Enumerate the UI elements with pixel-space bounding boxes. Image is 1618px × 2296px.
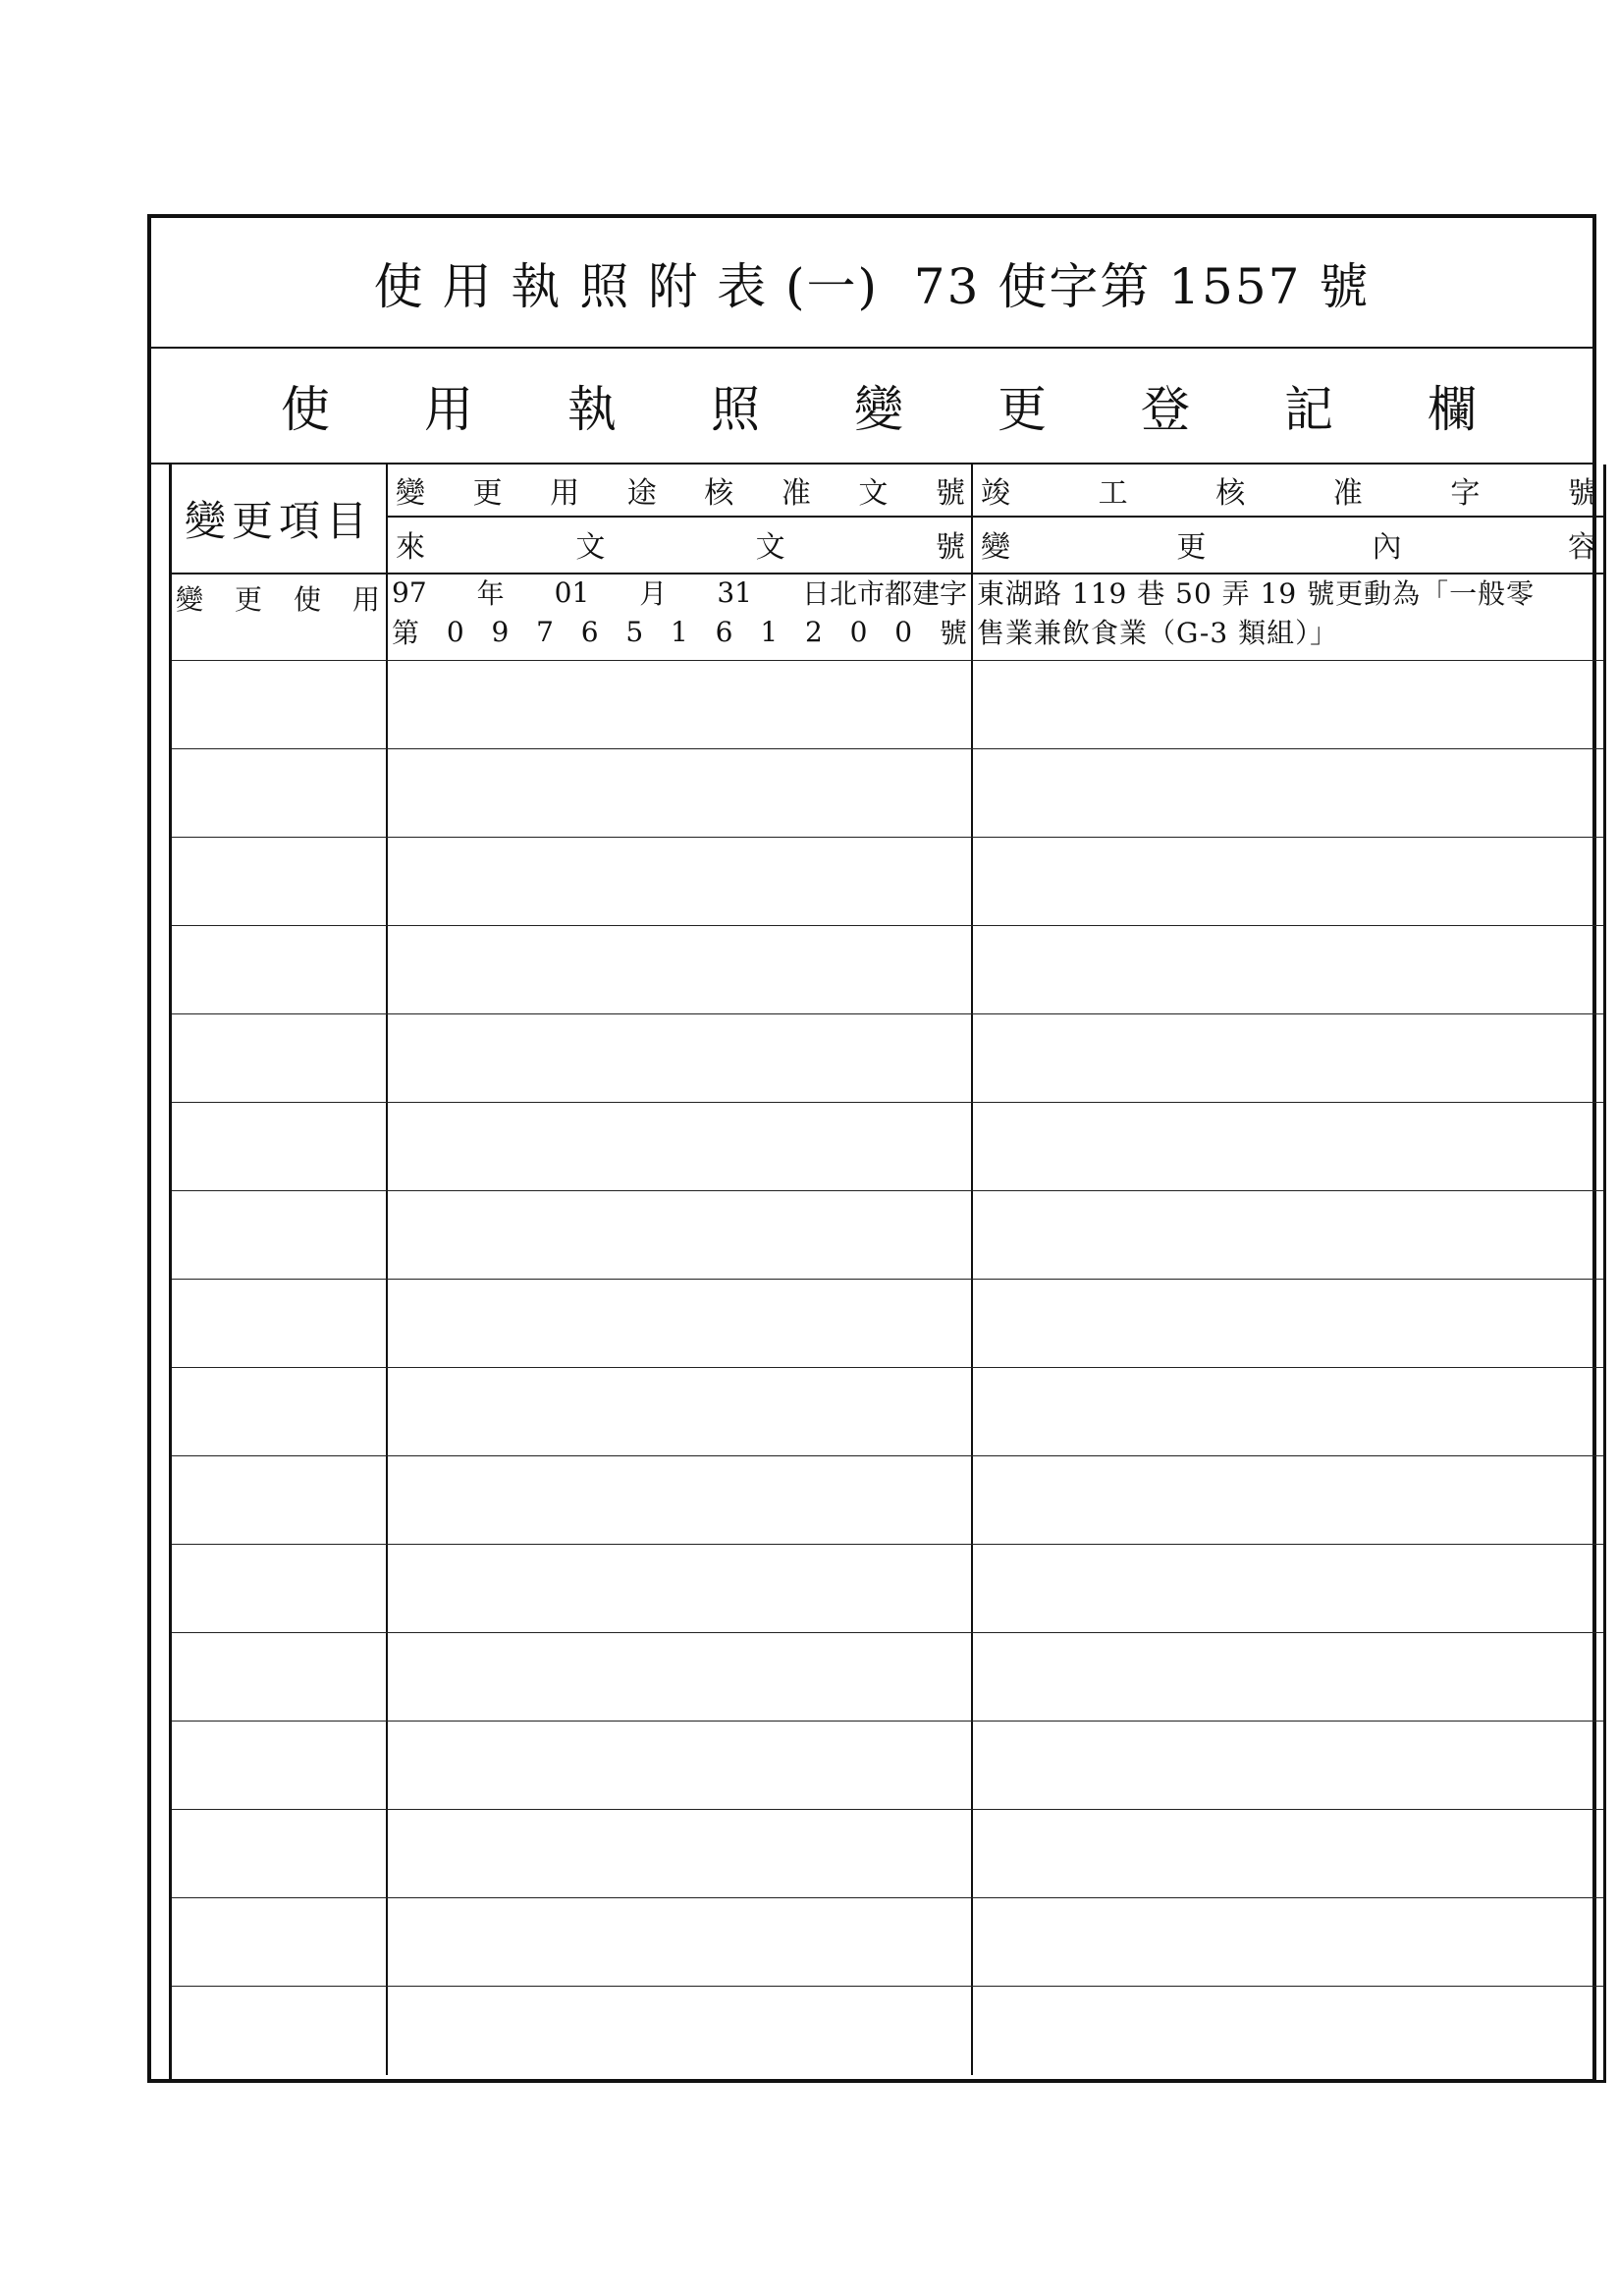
approval-doc-line1 [388, 573, 971, 612]
table-row [172, 926, 1603, 1014]
cell-approval-doc [388, 1280, 973, 1367]
cell-change-content [973, 749, 1603, 837]
header-completion [973, 465, 1603, 573]
cell-change-item [172, 1545, 388, 1632]
subtitle-char: 欄 [1428, 381, 1477, 438]
header-change-item: 變更項目 [172, 465, 388, 573]
table-row [172, 1014, 1603, 1103]
cell-approval-doc [388, 1722, 973, 1809]
subtitle-char: 照 [711, 381, 760, 438]
header-char: 准 [781, 476, 811, 511]
doc-token: 2 [804, 615, 823, 648]
header-char: 內 [1372, 530, 1402, 565]
header-char: 號 [935, 476, 965, 511]
cell-change-content [973, 1456, 1603, 1544]
doc-token: 月 [639, 577, 668, 610]
header-char: 文 [858, 476, 889, 511]
header-char: 工 [1098, 476, 1128, 511]
cell-approval-doc [388, 1368, 973, 1455]
cell-change-content [973, 1810, 1603, 1897]
header-char: 用 [550, 476, 580, 511]
header-char: 更 [472, 476, 503, 511]
cell-approval-doc [388, 1898, 973, 1986]
cell-approval-doc [388, 838, 973, 925]
cell-change-content [973, 1722, 1603, 1809]
cell-approval-doc [388, 926, 973, 1013]
header-char: 來 [396, 530, 425, 565]
form-subtitle [151, 349, 1592, 465]
approval-doc-line2 [388, 612, 971, 651]
doc-token: 1 [671, 615, 688, 648]
cell-change-content [973, 1898, 1603, 1986]
cell-change-item [172, 838, 388, 925]
doc-token: 6 [580, 615, 599, 648]
cell-approval-doc [388, 749, 973, 837]
item-char: 變 [176, 583, 204, 616]
subtitle-char: 變 [854, 381, 903, 438]
table-row [172, 573, 1603, 661]
table-row [172, 749, 1603, 838]
cell-change-content [973, 573, 1603, 660]
item-char: 更 [234, 583, 262, 616]
doc-token: 7 [536, 615, 554, 648]
table-row [172, 1191, 1603, 1280]
header-approval-doc [388, 465, 973, 573]
header-char: 號 [935, 530, 965, 565]
doc-token: 6 [715, 615, 733, 648]
table-header [172, 465, 1603, 574]
table-row [172, 661, 1603, 749]
doc-token: 日北市都建字 [801, 577, 967, 610]
table-row [172, 1810, 1603, 1898]
table-row [172, 1103, 1603, 1191]
doc-token: 第 [392, 617, 420, 649]
cell-approval-doc [388, 573, 973, 660]
doc-token: 9 [491, 615, 510, 648]
cell-change-item [172, 661, 388, 748]
cell-change-item [172, 1191, 388, 1279]
change-content-line1: 東湖路 119 巷 50 弄 19 號更動為「一般零 [977, 577, 1536, 610]
header-char: 變 [396, 476, 425, 511]
cell-change-item [172, 1987, 388, 2075]
header-char: 文 [575, 530, 606, 565]
cell-change-item [172, 1633, 388, 1721]
doc-token: 0 [849, 615, 868, 648]
cell-change-item [172, 1014, 388, 1102]
subtitle-char: 用 [424, 381, 473, 438]
table-row [172, 1368, 1603, 1456]
cell-change-content [973, 926, 1603, 1013]
cell-approval-doc [388, 1545, 973, 1632]
cell-change-content [973, 1280, 1603, 1367]
doc-token: 97 [392, 575, 427, 609]
header-char: 准 [1332, 476, 1363, 511]
cell-change-content [973, 1368, 1603, 1455]
doc-token: 5 [625, 615, 644, 648]
table-body [172, 573, 1603, 2080]
cell-change-content [973, 1014, 1603, 1102]
cell-approval-doc [388, 1810, 973, 1897]
cell-change-content [973, 661, 1603, 748]
change-item-text [172, 573, 386, 618]
cell-change-item [172, 1368, 388, 1455]
doc-token: 1 [760, 615, 779, 648]
cell-change-item [172, 1810, 388, 1897]
change-content-line2: 售業兼飲食業（G-3 類組）」 [977, 617, 1339, 649]
cell-change-content [973, 1103, 1603, 1190]
cell-approval-doc [388, 1103, 973, 1190]
subtitle-char: 記 [1284, 381, 1333, 438]
cell-approval-doc [388, 1633, 973, 1721]
header-completion-approval-number [973, 465, 1603, 518]
header-char: 核 [1215, 476, 1246, 511]
change-record-table [169, 465, 1606, 2083]
cell-change-content [973, 1545, 1603, 1632]
header-char: 竣 [981, 476, 1010, 511]
cell-change-item [172, 573, 388, 660]
cell-approval-doc [388, 1014, 973, 1102]
cell-change-content [973, 838, 1603, 925]
cell-approval-doc [388, 1987, 973, 2075]
table-row [172, 1898, 1603, 1987]
table-row [172, 1456, 1603, 1545]
header-char: 核 [704, 476, 734, 511]
form-title-text: 使 用 執 照 附 表 (一) 73 使字第 1557 號 [373, 257, 1371, 315]
cell-approval-doc [388, 1191, 973, 1279]
cell-change-item [172, 1898, 388, 1986]
cell-change-item [172, 1103, 388, 1190]
cell-change-content [973, 1191, 1603, 1279]
header-char: 途 [626, 476, 657, 511]
doc-token: 年 [476, 577, 505, 610]
subtitle-char: 執 [567, 381, 617, 438]
table-row [172, 1280, 1603, 1368]
doc-token: 31 [717, 575, 752, 609]
subtitle-char: 登 [1141, 381, 1190, 438]
form-title [151, 218, 1592, 349]
usage-permit-form [147, 214, 1596, 2083]
cell-approval-doc [388, 661, 973, 748]
doc-token: 號 [939, 617, 967, 649]
subtitle-char: 更 [998, 381, 1047, 438]
header-approval-doc-number [388, 465, 971, 518]
table-row [172, 1722, 1603, 1810]
cell-change-item [172, 1456, 388, 1544]
header-char: 容 [1567, 530, 1597, 565]
header-incoming-doc-number [388, 518, 971, 571]
doc-token: 0 [894, 615, 913, 648]
cell-change-item [172, 1722, 388, 1809]
header-char: 號 [1567, 476, 1597, 511]
header-char: 文 [755, 530, 785, 565]
table-row [172, 838, 1603, 926]
cell-approval-doc [388, 1456, 973, 1544]
item-char: 用 [351, 583, 380, 616]
header-change-content [973, 518, 1603, 571]
cell-change-content [973, 1633, 1603, 1721]
header-char: 字 [1450, 476, 1481, 511]
cell-change-item [172, 1280, 388, 1367]
doc-token: 0 [446, 615, 464, 648]
table-row [172, 1633, 1603, 1722]
doc-token: 01 [554, 575, 590, 609]
cell-change-content [973, 1987, 1603, 2075]
item-char: 使 [293, 583, 321, 616]
table-row [172, 1545, 1603, 1633]
cell-change-item [172, 926, 388, 1013]
subtitle-char: 使 [281, 381, 330, 438]
cell-change-item [172, 749, 388, 837]
table-row [172, 1987, 1603, 2075]
header-char: 更 [1176, 530, 1207, 565]
header-char: 變 [981, 530, 1010, 565]
